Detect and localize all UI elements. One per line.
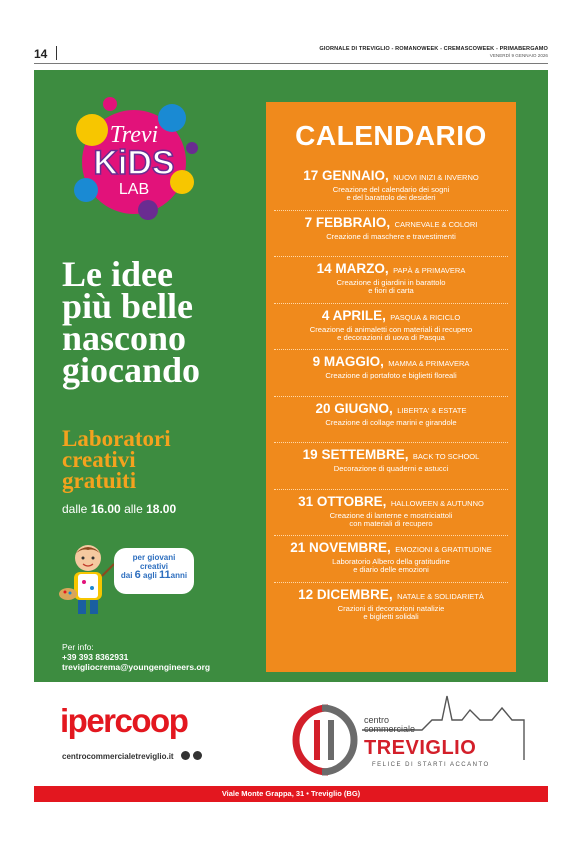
hours-prefix: dalle <box>62 502 88 516</box>
opening-hours <box>62 502 176 516</box>
cc-name: TREVIGLIO <box>364 737 477 759</box>
event-desc: Creazione di giardini in barattolo <box>336 278 446 287</box>
subhead-line: Laboratori <box>62 426 171 451</box>
subheadline <box>62 428 262 491</box>
event-date: 7 FEBBRAIO, <box>304 214 391 230</box>
event-date: 17 GENNAIO, <box>303 168 389 183</box>
event-desc: e diario delle emozioni <box>353 565 429 575</box>
headline-line: giocando <box>62 350 201 390</box>
contact-info <box>62 642 210 672</box>
instagram-icon[interactable] <box>193 751 202 760</box>
event-desc: Creazione di collage marini e girandole <box>325 417 457 427</box>
cc-label <box>364 716 415 734</box>
headline-line: nascono <box>62 318 187 358</box>
calendar-panel <box>266 102 516 672</box>
info-phone[interactable]: +39 393 8362931 <box>62 652 129 662</box>
calendar-event <box>274 536 508 583</box>
logo-line3: LAB <box>118 181 150 198</box>
event-desc: e decorazioni di uova di Pasqua <box>337 332 445 342</box>
bubble-agli: agli <box>143 571 157 580</box>
bubble-line: per giovani <box>132 553 176 562</box>
advertisement <box>34 70 548 805</box>
footer-address: Viale Monte Grappa, 31 • Treviglio (BG) <box>34 786 548 802</box>
event-theme: NATALE & SOLIDARIETÀ <box>397 591 484 601</box>
paint-splash-logo-icon <box>64 90 204 230</box>
headline <box>62 254 272 390</box>
event-desc: Laboratorio Albero della gratitudine <box>332 557 450 566</box>
event-desc: Creazione di maschere e travestimenti <box>326 231 456 241</box>
event-desc: e del barattolo dei desideri <box>346 193 436 203</box>
calendar-event <box>274 257 508 304</box>
event-desc: Creazione di portafoto e biglietti floreali <box>325 371 457 380</box>
event-date: 21 NOVEMBRE, <box>290 540 391 555</box>
centro-commerciale-logo <box>292 690 532 790</box>
facebook-icon[interactable] <box>181 751 190 760</box>
event-date: 19 SETTEMBRE, <box>302 447 409 462</box>
age-to: 11 <box>159 569 171 581</box>
bubble-line: creativi <box>139 562 169 571</box>
event-date: 4 APRILE, <box>321 307 386 323</box>
age-bubble <box>114 548 194 594</box>
hours-mid: alle <box>124 502 143 516</box>
subhead-line: creativi <box>62 447 136 472</box>
calendar-title: CALENDARIO <box>295 120 487 151</box>
hours-end: 18.00 <box>146 502 177 516</box>
headline-line: Le idee <box>62 254 173 294</box>
event-date: 31 OTTOBRE, <box>298 493 387 509</box>
event-desc: e biglietti solidali <box>363 611 419 621</box>
event-theme: BACK TO SCHOOL <box>412 452 480 461</box>
logo-line2: KiDS <box>93 144 175 182</box>
info-label: Per info: <box>62 642 94 652</box>
calendar-event <box>274 397 508 444</box>
age-from: 6 <box>134 569 141 581</box>
website-link[interactable]: centrocommercialetreviglio.it <box>62 752 174 761</box>
event-theme: MAMMA & PRIMAVERA <box>388 359 470 368</box>
event-theme: NUOVI INIZI & INVERNO <box>393 173 479 182</box>
calendar-event <box>274 443 508 490</box>
cc-label-line1: centro <box>364 715 390 725</box>
event-desc: e fiori di carta <box>368 286 414 296</box>
hours-start: 16.00 <box>90 502 121 516</box>
event-desc: Crazioni di decorazioni natalizie <box>337 603 445 613</box>
event-desc: Creazione di animaletti con materiali di recupero <box>309 324 473 334</box>
event-desc: Decorazione di quaderni e astucci <box>333 464 449 473</box>
event-desc: Creazione del calendario dei sogni <box>332 185 450 194</box>
cc-tagline: FELICE DI STARTI ACCANTO <box>372 762 490 768</box>
logo-line1: Trevi <box>109 122 159 148</box>
event-theme: PASQUA & RICICLO <box>390 312 461 322</box>
header-separator <box>56 46 57 60</box>
event-desc: Creazione di lanterne e mostriciattoli <box>329 510 453 520</box>
calendar-event <box>274 211 508 258</box>
event-theme: EMOZIONI & GRATITUDINE <box>395 545 492 554</box>
trevi-kids-lab-logo <box>64 90 204 230</box>
calendar-event <box>274 164 508 211</box>
issue-date: VENERDÌ 9 GENNAIO 2026 <box>489 53 548 58</box>
calendar-event <box>274 490 508 537</box>
subhead-line: gratuiti <box>62 468 137 493</box>
calendar-event <box>274 583 508 630</box>
page-header <box>34 40 548 68</box>
calendar-event <box>274 304 508 351</box>
event-theme: CARNEVALE & COLORI <box>394 219 478 229</box>
masthead: GIORNALE DI TREVIGLIO - ROMANOWEEK - CREMASCOWEEK - PRIMABERGAMO <box>319 46 548 52</box>
bubble-dai: dai <box>120 571 133 580</box>
event-theme: HALLOWEEN & AUTUNNO <box>390 498 484 508</box>
info-email[interactable]: trevigliocrema@youngengineers.org <box>62 662 211 672</box>
event-date: 14 MARZO, <box>316 261 389 276</box>
event-date: 12 DICEMBRE, <box>298 586 393 602</box>
bubble-ages <box>118 571 190 580</box>
bubble-unit: anni <box>170 571 188 580</box>
event-theme: LIBERTA' & ESTATE <box>397 405 467 415</box>
event-theme: PAPÀ & PRIMAVERA <box>393 266 466 275</box>
ipercoop-logo: ipercoop <box>60 702 188 739</box>
headline-line: più belle <box>62 286 194 326</box>
cc-label-line2: commerciale <box>364 724 416 734</box>
calendar-event <box>274 350 508 397</box>
event-date: 9 MAGGIO, <box>312 354 384 369</box>
event-desc: con materiali di recupero <box>349 518 433 528</box>
child-painter-illustration-icon <box>58 538 118 618</box>
header-rule <box>34 63 548 64</box>
calendar-events <box>274 164 508 629</box>
page-number: 14 <box>34 47 48 61</box>
event-date: 20 GIUGNO, <box>315 400 393 416</box>
